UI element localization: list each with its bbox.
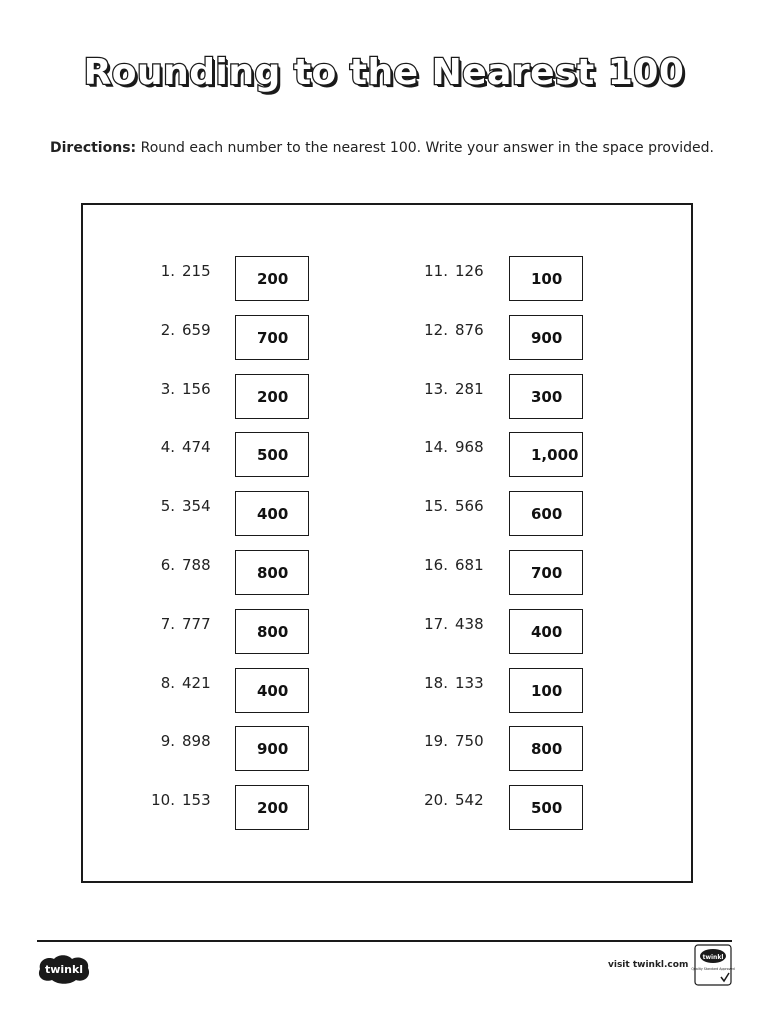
problem-value: 788 xyxy=(182,556,211,574)
answer-box[interactable]: 1,000 xyxy=(509,432,583,477)
twinkl-logo xyxy=(34,952,94,986)
problem-value: 133 xyxy=(455,674,484,692)
answer-box[interactable]: 300 xyxy=(509,374,583,419)
problem-value: 281 xyxy=(455,380,484,398)
answer-box[interactable]: 700 xyxy=(509,550,583,595)
problem-value: 898 xyxy=(182,732,211,750)
problem-item xyxy=(145,432,425,480)
problem-item xyxy=(145,374,425,422)
problem-item xyxy=(418,668,698,716)
problem-item xyxy=(418,609,698,657)
problem-value: 474 xyxy=(182,438,211,456)
directions-text: Round each number to the nearest 100. Write your answer in the space provided. xyxy=(136,140,714,156)
problem-item xyxy=(145,491,425,539)
problem-item xyxy=(145,609,425,657)
problem-value: 438 xyxy=(455,615,484,633)
answer-box[interactable]: 800 xyxy=(509,726,583,771)
problem-number: 9. xyxy=(160,732,175,750)
answer-box[interactable]: 100 xyxy=(509,668,583,713)
problem-number: 20. xyxy=(424,791,448,809)
problem-item xyxy=(145,668,425,716)
problem-value: 126 xyxy=(455,262,484,280)
problem-value: 156 xyxy=(182,380,211,398)
problem-value: 215 xyxy=(182,262,211,280)
problem-value: 421 xyxy=(182,674,211,692)
answer-box[interactable]: 200 xyxy=(235,256,309,301)
svg-text:twinkl: twinkl xyxy=(44,963,84,976)
problem-item xyxy=(418,491,698,539)
answer-box[interactable]: 900 xyxy=(235,726,309,771)
problem-item xyxy=(145,315,425,363)
problem-value: 681 xyxy=(455,556,484,574)
problem-number: 6. xyxy=(160,556,175,574)
problem-number: 19. xyxy=(424,732,448,750)
footer-divider xyxy=(37,940,732,942)
problem-item xyxy=(418,256,698,304)
answer-box[interactable]: 800 xyxy=(235,609,309,654)
problem-value: 777 xyxy=(182,615,211,633)
problem-item xyxy=(418,550,698,598)
problem-item xyxy=(418,374,698,422)
problem-number: 10. xyxy=(151,791,175,809)
problem-value: 659 xyxy=(182,321,211,339)
problem-value: 876 xyxy=(455,321,484,339)
problem-item xyxy=(145,726,425,774)
problem-number: 8. xyxy=(160,674,175,692)
problem-number: 5. xyxy=(160,497,175,515)
answer-box[interactable]: 400 xyxy=(235,491,309,536)
answer-box[interactable]: 600 xyxy=(509,491,583,536)
answer-box[interactable]: 200 xyxy=(235,785,309,830)
problem-value: 354 xyxy=(182,497,211,515)
problem-number: 17. xyxy=(424,615,448,633)
answer-box[interactable]: 900 xyxy=(509,315,583,360)
problem-number: 14. xyxy=(424,438,448,456)
quality-standard-badge xyxy=(691,944,735,986)
answer-box[interactable]: 200 xyxy=(235,374,309,419)
problem-item xyxy=(418,785,698,833)
worksheet-title: Rounding to the Nearest 100 xyxy=(83,52,685,93)
problem-number: 2. xyxy=(160,321,175,339)
problem-number: 15. xyxy=(424,497,448,515)
answer-box[interactable]: 500 xyxy=(235,432,309,477)
problems-frame xyxy=(81,203,693,883)
answer-box[interactable]: 400 xyxy=(235,668,309,713)
answer-box[interactable]: 400 xyxy=(509,609,583,654)
problem-item xyxy=(418,432,698,480)
problem-number: 4. xyxy=(160,438,175,456)
answer-box[interactable]: 100 xyxy=(509,256,583,301)
problem-value: 566 xyxy=(455,497,484,515)
directions-label: Directions: xyxy=(50,140,137,156)
problem-value: 542 xyxy=(455,791,484,809)
problem-value: 153 xyxy=(182,791,211,809)
directions xyxy=(50,140,740,156)
problem-item xyxy=(418,315,698,363)
problem-number: 7. xyxy=(160,615,175,633)
problem-number: 1. xyxy=(160,262,175,280)
problem-item xyxy=(418,726,698,774)
problem-number: 12. xyxy=(424,321,448,339)
answer-box[interactable]: 500 xyxy=(509,785,583,830)
problem-item xyxy=(145,550,425,598)
svg-text:twinkl: twinkl xyxy=(702,954,724,961)
problem-number: 18. xyxy=(424,674,448,692)
answer-box[interactable]: 800 xyxy=(235,550,309,595)
problem-item xyxy=(145,256,425,304)
visit-twinkl-text: visit twinkl.com xyxy=(608,960,689,970)
problem-number: 11. xyxy=(424,262,448,280)
problem-value: 750 xyxy=(455,732,484,750)
problem-value: 968 xyxy=(455,438,484,456)
svg-text:Quality Standard Approved: Quality Standard Approved xyxy=(691,967,735,971)
problem-number: 16. xyxy=(424,556,448,574)
problem-item xyxy=(145,785,425,833)
problem-number: 13. xyxy=(424,380,448,398)
answer-box[interactable]: 700 xyxy=(235,315,309,360)
problem-number: 3. xyxy=(160,380,175,398)
